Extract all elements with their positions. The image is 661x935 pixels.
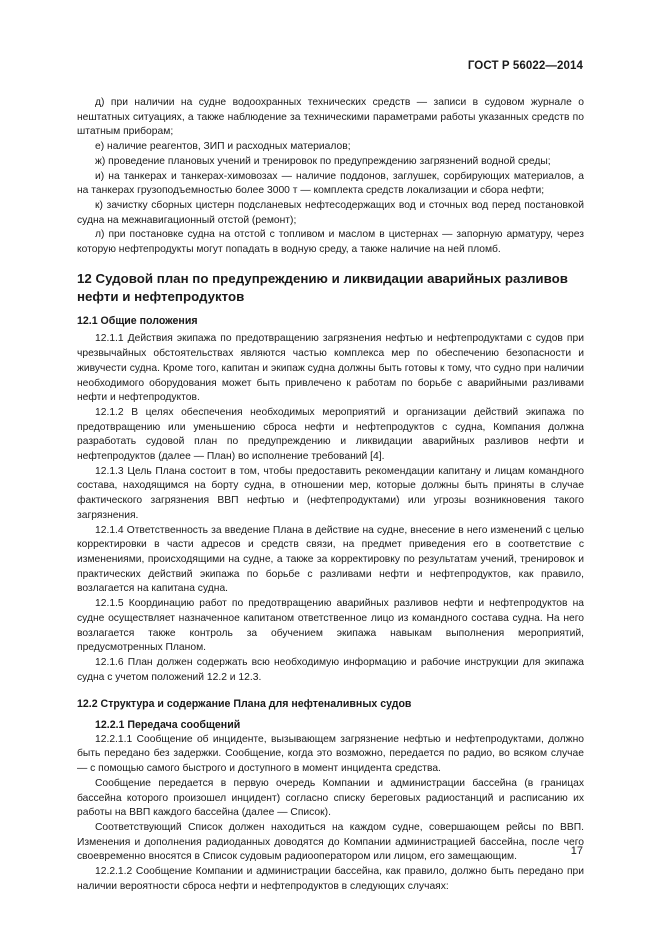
paragraph-12-1-6: 12.1.6 План должен содержать всю необходимую информацию и рабочие инструкции для экипажа судна с учетом положений 12.2 и 12.3.: [77, 656, 584, 683]
paragraph-12-1-4: 12.1.4 Ответственность за введение Плана в действие на судне, внесение в него изменений с целью корректировки в части адресов и средств связи, на предмет приведения его в соответствие с изменениями, происходящими на судне, а также за корректировку по результатам учений, тренировок и практических действий экипажа по борьбе с разливами нефти и нефтепродуктов, как правило, возлагается на капитана судна.: [77, 524, 584, 595]
paragraph-message-order: Сообщение передается в первую очередь Компании и администрации бассейна (в границах бассейна которого произошел инцидент) согласно списку береговых радиостанций и расписанию их работы на ВВП каждого бассейна (далее — Список).: [77, 777, 584, 819]
subsection-12-2-1-title: 12.2.1 Передача сообщений: [95, 719, 241, 732]
page-content: [77, 96, 584, 894]
chapter-title: 12 Судовой план по предупреждению и ликвидации аварийных разливов нефти и нефтепродуктов: [77, 270, 568, 304]
paragraph-12-1-1: 12.1.1 Действия экипажа по предотвращению загрязнения нефтью и нефтепродуктами с судов при чрезвычайных обстоятельствах являются частью комплекса мер по обеспечению безопасности и живучести судна. Кроме того, капитан и экипаж судна должны быть готовы к тому, что судно при наличии необходимого оборудования может быть привлечено к работам по борьбе с аварийными разливами нефти и нефтепродуктов.: [77, 333, 584, 404]
paragraph-12-1-5: 12.1.5 Координацию работ по предотвращению аварийных разливов нефти и нефтепродуктов на судне осуществляет назначенное капитаном ответственное лицо из командного состава судна. На него возлагается также контроль за обучением экипажа навыкам выполнения мероприятий, предусмотренных Планом.: [77, 598, 584, 654]
paragraph-12-2-1-1: 12.2.1.1 Сообщение об инциденте, вызывающем загрязнение нефтью и нефтепродуктами, должно быть передано без задержки. Сообщение, когда это возможно, передается по радио, во всяком случае — с помощью самого быстрого и доступного в момент инцидента средства.: [77, 733, 584, 775]
paragraph-12-2-1-2: 12.2.1.2 Сообщение Компании и администрации бассейна, как правило, должно быть передано при наличии вероятности сброса нефти и нефтепродуктов в следующих случаях:: [77, 866, 584, 892]
list-item-zh: ж) проведение плановых учений и тренировок по предупреждению загрязнений водной среды;: [95, 155, 551, 167]
list-item-l: л) при постановке судна на отстой с топливом и маслом в цистернах — запорную арматуру, через которую нефтепродукты могут попадать в водную среду, а также наличие на ней пломб.: [77, 229, 584, 256]
paragraph-list-on-board: Соответствующий Список должен находиться на каждом судне, совершающем рейсы по ВВП. Изменения и дополнения радиоданных доводятся до Компании администрацией бассейна, после чего своевременно вносятся в Список судовым радиооператором или лицом, его замещающим.: [77, 821, 584, 863]
paragraph-12-1-2: 12.1.2 В целях обеспечения необходимых мероприятий и организации действий экипажа по предотвращению или уменьшению сброса нефти и нефтепродуктов с судна, Компания должна разработать судовой план по предупреждению и ликвидации аварийных разливов нефти и нефтепродуктов (далее — План) во исполнение требований [4].: [77, 406, 584, 463]
list-item-i: и) на танкерах и танкерах-химовозах — наличие поддонов, заглушек, сорбирующих материалов, а на танкерах грузоподъемностью более 3000 т — комплекта средств локализации и сбора нефти;: [77, 170, 584, 197]
list-item-k: к) зачистку сборных цистерн подсланевых нефтесодержащих вод и сточных вод перед постановкой судна на межнавигационный отстой (ремонт);: [77, 199, 584, 226]
section-12-2-title: 12.2 Структура и содержание Плана для нефтеналивных судов: [77, 698, 412, 711]
paragraph-12-1-3: 12.1.3 Цель Плана состоит в том, чтобы предоставить рекомендации капитану и лицам командного состава, находящимся на борту судна, в отношении мер, которые должны быть приняты в случае фактического загрязнения ВВП нефтью и (нефтепродуктами) или угрозы возникновения такого загрязнения.: [77, 465, 584, 521]
page-number: 17: [570, 845, 583, 857]
section-12-1-title: 12.1 Общие положения: [77, 314, 198, 327]
list-item-e: е) наличие реагентов, ЗИП и расходных материалов;: [95, 141, 351, 153]
document-code: ГОСТ Р 56022—2014: [467, 60, 583, 72]
list-item-d: д) при наличии на судне водоохранных технических средств — записи в судовом журнале о нештатных ситуациях, а также наблюдение за техническими параметрами работы указанных средств по штатным приборам;: [77, 97, 584, 138]
